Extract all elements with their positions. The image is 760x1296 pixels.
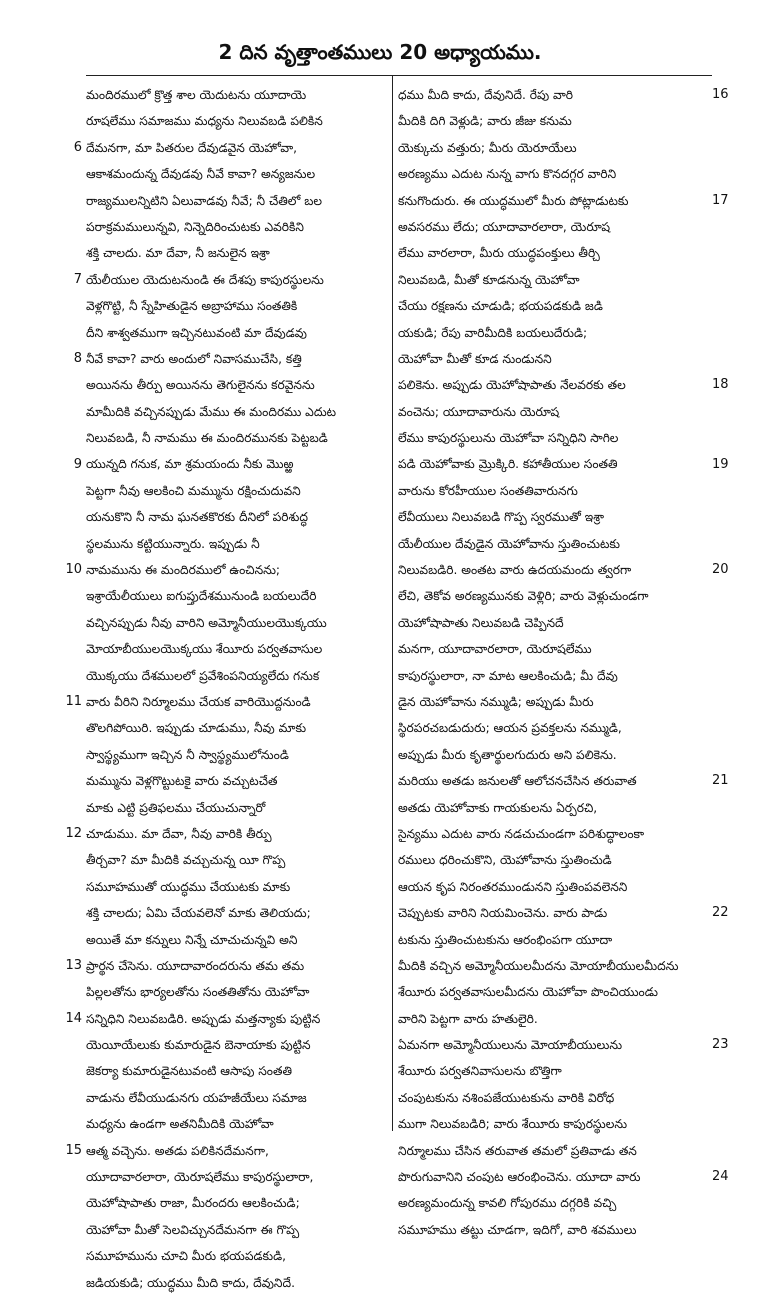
text-line: మోయాబీయులయొక్కయు శేయీరు పర్వతవాసుల bbox=[86, 642, 323, 657]
text-line: మీదికి దిగి వెళ్లుడి; వారు జీజు కనుమ bbox=[398, 114, 572, 129]
text-line: రూషలేము సమాజము మధ్యను నిలువబడి పలికిన bbox=[86, 114, 323, 129]
text-line: స్థిరపరచబడుదురు; ఆయన ప్రవక్తలను నమ్ముడి, bbox=[398, 721, 622, 736]
text-line: చెప్పుటకు వారిని నియమించెను. వారు పాడు bbox=[398, 906, 608, 921]
text-line: అరణ్యము ఎదుట నున్న వాగు కొనదగ్గర వారిని bbox=[398, 167, 617, 182]
verse-number: 15 bbox=[65, 1143, 82, 1158]
text-line: ముగా నిలువబడిరి; వారు శేయీరు కాపురస్థులను bbox=[398, 1117, 628, 1132]
text-line: వాడును లేవీయుడునగు యహజీయేలు సమాజ bbox=[86, 1090, 307, 1105]
text-line: పలికెను. అప్పుడు యెహోషాపాతు నేలవరకు తల bbox=[398, 378, 626, 393]
text-line: మందిరములో క్రొత్త శాల యెదుటను యూదాయె bbox=[86, 88, 307, 102]
text-line: ఆయన కృప నిరంతరముండునని స్తుతింపవలెనని bbox=[398, 879, 628, 894]
text-line: వచ్చినప్పుడు నీవు వారిని అమ్మోనీయులయొక్కయు bbox=[86, 615, 327, 630]
verse-number: 18 bbox=[712, 377, 729, 393]
text-line: టకును స్తుతించుటకును ఆరంభింపగా యూదా bbox=[398, 932, 613, 947]
text-line: యెహోవా మీతో కూడ నుండునని bbox=[398, 351, 552, 366]
text-line: యెయీయేలుకు కుమారుడైన బెనాయాకు పుట్టిన bbox=[86, 1038, 311, 1053]
text-line: సమూహమును చూచి మీరు భయపడకుడి, bbox=[86, 1249, 286, 1264]
text-line: తొలగిపోయిరి. ఇప్పుడు చూడుము, నీవు మాకు bbox=[86, 721, 307, 736]
text-line: సమూహముతో యుద్ధము చేయుటకు మాకు bbox=[86, 879, 291, 894]
text-line: స్వాస్థ్యముగా ఇచ్చిన నీ స్వాస్థ్యములోనుండి bbox=[86, 747, 289, 762]
text-line: యెహోషాపాతు నిలువబడి చెప్పినదే bbox=[398, 615, 564, 630]
verse-number: 23 bbox=[712, 1037, 729, 1053]
text-line: మరియు అతడు జనులతో ఆలోచనచేసిన తరువాత bbox=[398, 774, 637, 789]
text-line: ఆత్మ వచ్చెను. అతడు పలికినదేమనగా, bbox=[86, 1143, 269, 1158]
text-line: మమ్మును వెళ్లగొట్టుటకై వారు వచ్చుటచేత bbox=[86, 774, 278, 789]
text-line: దీని శాశ్వతముగా ఇచ్చినటువంటి మా దేవుడవు bbox=[86, 325, 307, 340]
text-line: వారిని పెట్టగా వారు హతులైరి. bbox=[398, 1011, 538, 1026]
text-line: తీర్చవా? మా మీదికి వచ్చుచున్న యీ గొప్ప bbox=[86, 853, 286, 868]
text-line: అవసరము లేదు; యూదావారలారా, యెరూష bbox=[398, 219, 611, 234]
text-line: మామీదికి వచ్చినప్పుడు మేము ఈ మందిరము ఎదుట bbox=[86, 404, 337, 419]
text-line: పొరుగువానిని చంపుట ఆరంభించెను. యూదా వారు bbox=[398, 1170, 641, 1185]
text-line: డైన యెహోవాను నమ్ముడి; అప్పుడు మీరు bbox=[398, 694, 594, 709]
text-line: శక్తి చాలదు. మా దేవా, నీ జనులైన ఇశ్రా bbox=[86, 246, 270, 261]
verse-number: 24 bbox=[712, 1169, 729, 1185]
text-line: శక్తి చాలదు; ఏమి చేయవలెనో మాకు తెలియదు; bbox=[86, 906, 311, 921]
text-line: దేమనగా, మా పితరుల దేవుడవైన యెహోవా, bbox=[86, 140, 298, 155]
text-line: అయితే మా కన్నులు నిన్నే చూచుచున్నవి అని bbox=[86, 932, 298, 947]
text-line: నిలువబడి, నీ నామము ఈ మందిరమునకు పెట్టబడి bbox=[86, 431, 328, 446]
text-line: రములు ధరించుకొని, యెహోవాను స్తుతించుడి bbox=[398, 853, 612, 868]
text-line: చంపుటకును నశింపజేయుటకును వారికి విరోధ bbox=[398, 1090, 615, 1105]
verse-number: 9 bbox=[73, 456, 82, 472]
verse-number: 17 bbox=[712, 192, 729, 208]
text-line: యకుడి; రేపు వారిమీదికి బయలుదేరుడి; bbox=[398, 325, 588, 340]
text-line: వంచెను; యూదావారును యెరూష bbox=[398, 404, 560, 419]
text-line: నిలువబడి, మీతో కూడనున్న యెహోవా bbox=[398, 272, 580, 287]
verse-number: 8 bbox=[73, 351, 82, 366]
text-line: మీదికి వచ్చిన అమ్మోనీయులమీదను మోయాబీయులమీదను bbox=[398, 958, 679, 973]
text-line: రాజ్యములన్నిటిని ఏలువాడవు నీవే; నీ చేతిలో బల bbox=[86, 193, 322, 208]
text-line: లేము వారలారా, మీరు యుద్ధపంక్తులు తీర్చి bbox=[398, 246, 600, 261]
column-divider bbox=[392, 76, 393, 1131]
verse-number: 6 bbox=[73, 139, 82, 155]
verse-number: 14 bbox=[65, 1011, 82, 1026]
text-line: లేవీయులు నిలువబడి గొప్ప స్వరముతో ఇశ్రా bbox=[398, 510, 604, 525]
verse-number: 11 bbox=[65, 694, 82, 710]
right-text-column bbox=[398, 82, 729, 1243]
verse-number: 16 bbox=[712, 87, 729, 102]
text-line: యేలీయుల యెదుటనుండి ఈ దేశపు కాపురస్థులను bbox=[86, 272, 324, 287]
page-title: 2 దిన వృత్తాంతములు 20 అధ్యాయము. bbox=[218, 40, 542, 64]
text-line: మాకు ఎట్టి ప్రతిఫలము చేయుచున్నారో bbox=[86, 800, 266, 815]
text-line: సమూహము తట్టు చూడగా, ఇదిగో, వారి శవములు bbox=[398, 1222, 637, 1237]
text-line: చేయు రక్షణను చూడుడి; భయపడకుడి జడి bbox=[398, 299, 603, 314]
text-line: యూదావారలారా, యెరూషలేము కాపురస్థులారా, bbox=[86, 1170, 314, 1185]
text-line: అప్పుడు మీరు కృతార్థులగుదురు అని పలికెను. bbox=[398, 747, 617, 762]
text-line: ధము మీది కాదు, దేవునిదే. రేపు వారి bbox=[398, 88, 574, 102]
text-line: కనుగొందురు. ఈ యుద్ధములో మీరు పోట్లాడుటకు bbox=[398, 193, 629, 208]
text-line: నామమును ఈ మందిరములో ఉంచినను; bbox=[86, 563, 281, 578]
text-line: వారును కోరహీయుల సంతతివారునగు bbox=[398, 483, 578, 498]
text-line: ఆకాశమందున్న దేవుడవు నీవే కావా? అన్యజనుల bbox=[86, 167, 316, 182]
verse-number: 12 bbox=[65, 826, 82, 842]
text-line: యెక్కుచు వత్తురు; మీరు యెరూయేలు bbox=[398, 140, 577, 155]
text-line: శేయీరు పర్వతవాసులమీదను యెహోవా పొంచియుండు bbox=[398, 985, 658, 1000]
text-line: జెకర్యా కుమారుడైనటువంటి ఆసాపు సంతతి bbox=[86, 1064, 292, 1079]
text-line: యెహోవా మీతో సెలవిచ్చునదేమనగా ఈ గొప్ప bbox=[86, 1222, 300, 1237]
text-line: యెహోషాపాతు రాజా, మీరందరు ఆలకించుడి; bbox=[86, 1196, 300, 1211]
text-line: సైన్యము ఎదుట వారు నడచుచుండగా పరిశుద్ధాలంకా bbox=[398, 826, 645, 841]
text-line: అతడు యెహోవాకు గాయకులను ఏర్పరచి, bbox=[398, 800, 598, 815]
verse-number: 13 bbox=[65, 958, 82, 974]
text-line: యేలీయుల దేవుడైన యెహోవాను స్తుతించుటకు bbox=[398, 536, 620, 551]
text-line: మనగా, యూదావారలారా, యెరూషలేము bbox=[398, 642, 592, 657]
text-line: యనుకొని నీ నామ ఘనతకొరకు దీనిలో పరిశుద్ధ bbox=[86, 510, 308, 525]
text-line: ఇశ్రాయేలీయులు ఐగుప్తుదేశమునుండి బయలుదేరి bbox=[86, 589, 317, 604]
text-line: నిర్మూలము చేసిన తరువాత తమలో ప్రతివాడు తన bbox=[398, 1143, 637, 1158]
text-line: సన్నిధిని నిలువబడిరి. అప్పుడు మత్తన్యాకు పుట్టిన bbox=[86, 1011, 321, 1026]
text-line: కాపురస్థులారా, నా మాట ఆలకించుడి; మీ దేవు bbox=[398, 668, 618, 683]
text-line: నిలువబడిరి. అంతట వారు ఉదయమందు త్వరగా bbox=[398, 563, 632, 578]
text-line: పెట్టగా నీవు ఆలకించి మమ్మును రక్షించుదువని bbox=[86, 483, 301, 498]
text-line: అరణ్యమందున్న కావలి గోపురము దగ్గరికి వచ్చి bbox=[398, 1196, 617, 1211]
text-line: మధ్యను ఉండగా అతనిమీదికి యెహోవా bbox=[86, 1117, 274, 1132]
text-line: పడి యెహోవాకు మ్రొక్కిరి. కహాతీయుల సంతతి bbox=[398, 457, 618, 472]
text-line: యున్నది గనుక, మా శ్రమయందు నీకు మొఱ్ఱ bbox=[86, 457, 294, 472]
text-line: ప్రార్థన చేసెను. యూదావారందరును తమ తమ bbox=[86, 958, 305, 973]
header-rule bbox=[86, 75, 712, 76]
verse-number: 19 bbox=[712, 456, 729, 472]
verse-number: 10 bbox=[65, 562, 82, 578]
verse-number: 20 bbox=[712, 562, 729, 578]
text-line: పరాక్రమములున్నవి, నిన్నెదిరించుటకు ఎవరికిని bbox=[86, 219, 304, 234]
verse-number: 22 bbox=[712, 905, 729, 921]
text-line: వెళ్లగొట్టి, నీ స్నేహితుడైన అబ్రాహాము సంతతికి bbox=[86, 299, 298, 314]
verse-number: 21 bbox=[712, 773, 729, 789]
verse-number: 7 bbox=[73, 271, 82, 287]
left-text-column bbox=[65, 82, 388, 1296]
text-line: నీవే కావా? వారు అందులో నివాసముచేసి, కత్తి bbox=[86, 351, 302, 366]
text-line: లేము కాపురస్థులును యెహోవా సన్నిధిని సాగిల bbox=[398, 431, 619, 446]
text-line: చూడుము. మా దేవా, నీవు వారికి తీర్పు bbox=[86, 826, 272, 841]
text-line: స్థలమును కట్టియున్నారు. ఇప్పుడు నీ bbox=[86, 536, 260, 551]
text-line: లేచి, తెకోవ అరణ్యమునకు వెళ్లిరి; వారు వెళ్లుచుండగా bbox=[398, 589, 649, 604]
text-line: జడియకుడి; యుద్ధము మీది కాదు, దేవునిదే. bbox=[86, 1275, 295, 1290]
text-line: యొక్కయు దేశములలో ప్రవేశింపనియ్యలేదు గనుక bbox=[86, 668, 320, 683]
text-line: ఏమనగా అమ్మోనీయులును మోయాబీయులును bbox=[398, 1038, 623, 1053]
text-line: వారు వీరిని నిర్మూలము చేయక వారియొద్దనుండి bbox=[86, 694, 311, 709]
text-line: పిల్లలతోను భార్యలతోను సంతతితోను యెహోవా bbox=[86, 985, 310, 1000]
text-line: శేయీరు పర్వతనివాసులను బొత్తిగా bbox=[398, 1064, 562, 1079]
text-line: అయినను తీర్పు అయినను తెగులైనను కరవైనను bbox=[86, 378, 315, 393]
